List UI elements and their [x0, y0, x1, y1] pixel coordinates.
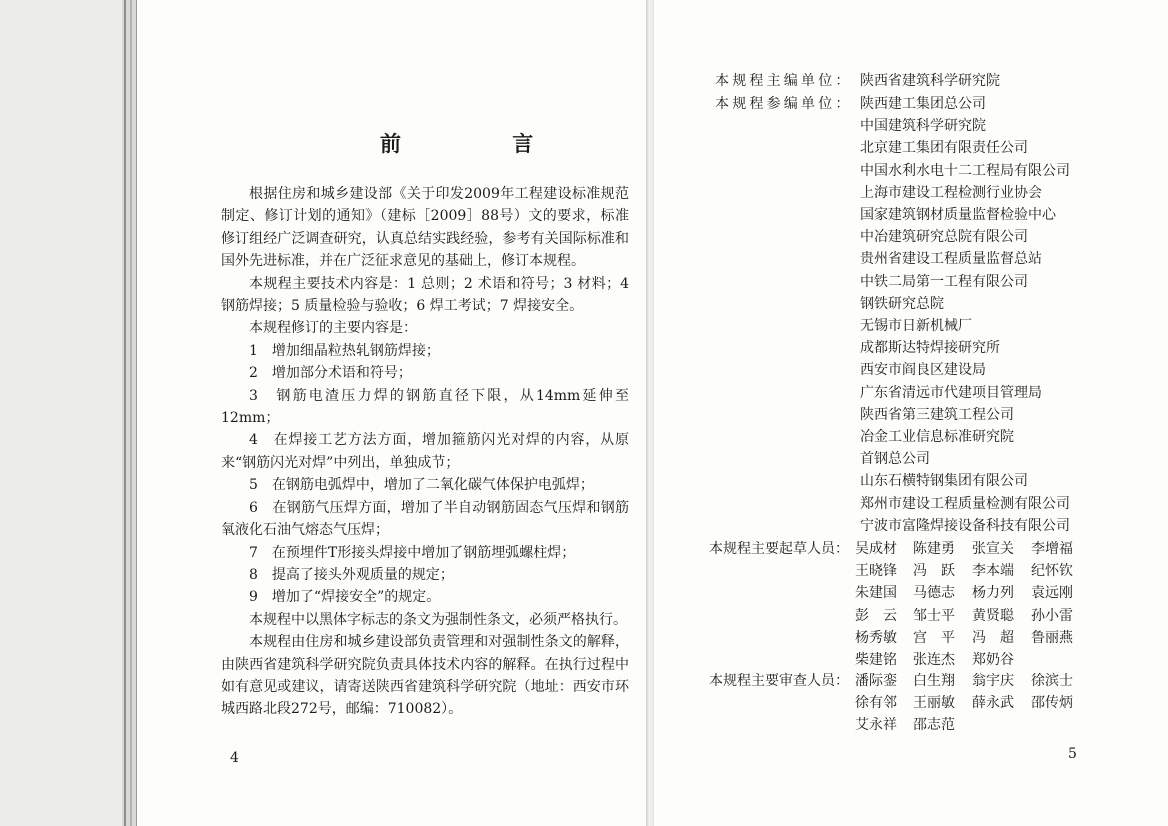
participating-unit: 中冶建筑研究总院有限公司	[860, 229, 1028, 246]
participating-unit: 中国水利水电十二工程局有限公司	[860, 162, 1070, 179]
reviewers-label: 本规程主要审查人员：	[709, 673, 849, 689]
participating-unit: 中铁二局第一工程有限公司	[860, 273, 1028, 290]
participating-unit: 中国建筑科学研究院	[860, 118, 986, 135]
chief-unit: 陕西省建筑科学研究院	[860, 73, 1000, 89]
list-item: 5 在钢筋电弧焊中，增加了二氧化碳气体保护电弧焊；	[249, 477, 594, 494]
person-name: 孙小雷	[1031, 607, 1073, 624]
person-name: 纪怀钦	[1031, 563, 1073, 580]
list-item: 7 在预埋件T形接头焊接中增加了钢筋埋弧螺柱焊；	[249, 544, 576, 561]
person-name: 鲁丽燕	[1031, 629, 1073, 646]
person-name: 李增福	[1031, 541, 1073, 557]
person-name: 邵志范	[913, 717, 955, 734]
drafters-label: 本规程主要起草人员：	[709, 541, 849, 557]
page-edge-line	[124, 0, 126, 826]
person-name: 徐滨士	[1031, 673, 1073, 689]
participating-unit: 上海市建设工程检测行业协会	[860, 184, 1042, 201]
person-name: 白生翔	[913, 673, 955, 689]
person-name: 吴成材	[855, 541, 897, 557]
person-name: 李本端	[972, 563, 1014, 580]
person-name: 潘际銮	[855, 673, 897, 689]
chief-unit-label: 本规程主编单位：	[715, 73, 853, 89]
paragraph: 本规程由住房和城乡建设部负责管理和对强制性条文的解释，由陕西省建筑科学研究院负责具体技术内容的解释。在执行过程中如有意见或建议，请寄送陕西省建筑科学研究院（地址：西安市环城西路北段272号，邮编：710082）。	[221, 634, 629, 718]
paragraph: 本规程修订的主要内容是：	[249, 320, 417, 337]
person-name: 马德志	[913, 585, 955, 602]
participating-unit: 钢铁研究总院	[860, 295, 944, 312]
person-name: 朱建国	[855, 585, 897, 602]
participating-unit: 首钢总公司	[860, 451, 930, 468]
paragraph: 本规程主要技术内容是：1 总则；2 术语和符号；3 材料；4 钢筋焊接；5 质量检验与验收；6 焊工考试；7 焊接安全。	[221, 275, 629, 315]
person-name: 薛永武	[972, 695, 1014, 712]
book-gutter	[646, 0, 654, 826]
person-name: 彭 云	[855, 607, 897, 624]
participating-unit: 山东石横特钢集团有限公司	[860, 473, 1028, 490]
person-name: 翁宇庆	[972, 673, 1014, 689]
paragraph: 本规程中以黑体字标志的条文为强制性条文，必须严格执行。	[249, 611, 627, 628]
page-number-left: 4	[230, 750, 239, 766]
page-edge-line	[130, 0, 132, 826]
person-name: 冯 超	[972, 629, 1014, 646]
person-name: 袁远刚	[1031, 585, 1073, 602]
person-name: 黄贤聪	[972, 607, 1014, 624]
list-item: 2 增加部分术语和符号；	[249, 365, 412, 382]
person-name: 杨力列	[972, 585, 1014, 602]
participating-unit: 陕西建工集团总公司	[860, 96, 986, 112]
person-name: 柴建铭	[855, 652, 897, 668]
list-item: 4 在焊接工艺方法方面，增加箍筋闪光对焊的内容，从原来“钢筋闪光对焊”中列出，单独成节；	[221, 432, 629, 471]
person-name: 郑奶谷	[972, 652, 1014, 668]
person-name: 邹士平	[913, 607, 955, 624]
participating-unit: 郑州市建设工程质量检测有限公司	[860, 495, 1070, 512]
participating-unit: 西安市阎良区建设局	[860, 362, 986, 379]
person-name: 徐有邻	[855, 695, 897, 712]
list-item: 9 增加了“焊接安全”的规定。	[249, 589, 441, 606]
participating-unit: 国家建筑钢材质量监督检验中心	[860, 207, 1056, 223]
participating-units-label: 本规程参编单位：	[715, 96, 853, 112]
person-name: 陈建勇	[913, 541, 955, 557]
paragraph: 根据住房和城乡建设部《关于印发2009年工程建设标准规范制定、修订计划的通知》（建标［2009］88号）文的要求，标准修订组经广泛调查研究，认真总结实践经验，参考有关国际标准和国外先进标准，并在广泛征求意见的基础上，修订本规程。	[221, 186, 629, 270]
list-item: 6 在钢筋气压焊方面，增加了半自动钢筋固态气压焊和钢筋氧液化石油气熔态气压焊；	[221, 499, 629, 539]
participating-unit: 无锡市日新机械厂	[860, 318, 972, 334]
list-item: 1 增加细晶粒热轧钢筋焊接；	[249, 342, 440, 359]
person-name: 张连杰	[913, 652, 955, 668]
page-title: 前 言	[380, 131, 586, 156]
preface-text	[221, 183, 629, 721]
participating-unit: 宁波市富隆焊接设备科技有限公司	[860, 517, 1070, 534]
participating-unit: 贵州省建设工程质量监督总站	[860, 251, 1042, 268]
person-name: 艾永祥	[855, 717, 897, 734]
participating-unit: 陕西省第三建筑工程公司	[860, 406, 1014, 423]
page-edge-strip	[0, 0, 122, 826]
list-item: 8 提高了接头外观质量的规定；	[249, 566, 454, 583]
participating-unit: 广东省清远市代建项目管理局	[860, 384, 1042, 401]
person-name: 王晓锋	[855, 563, 897, 580]
person-name: 宫 平	[913, 629, 955, 646]
participating-unit: 北京建工集团有限责任公司	[860, 140, 1028, 157]
page-number-right: 5	[1068, 746, 1077, 762]
person-name: 邵传炳	[1031, 695, 1073, 712]
person-name: 王丽敏	[913, 695, 955, 712]
participating-unit: 冶金工业信息标准研究院	[860, 429, 1014, 445]
list-item: 3 钢筋电渣压力焊的钢筋直径下限，从14mm延伸至12mm；	[221, 387, 629, 427]
person-name: 冯 跃	[913, 563, 955, 580]
participating-unit: 成都斯达特焊接研究所	[860, 340, 1000, 357]
person-name: 杨秀敏	[855, 629, 897, 646]
person-name: 张宣关	[972, 541, 1014, 557]
